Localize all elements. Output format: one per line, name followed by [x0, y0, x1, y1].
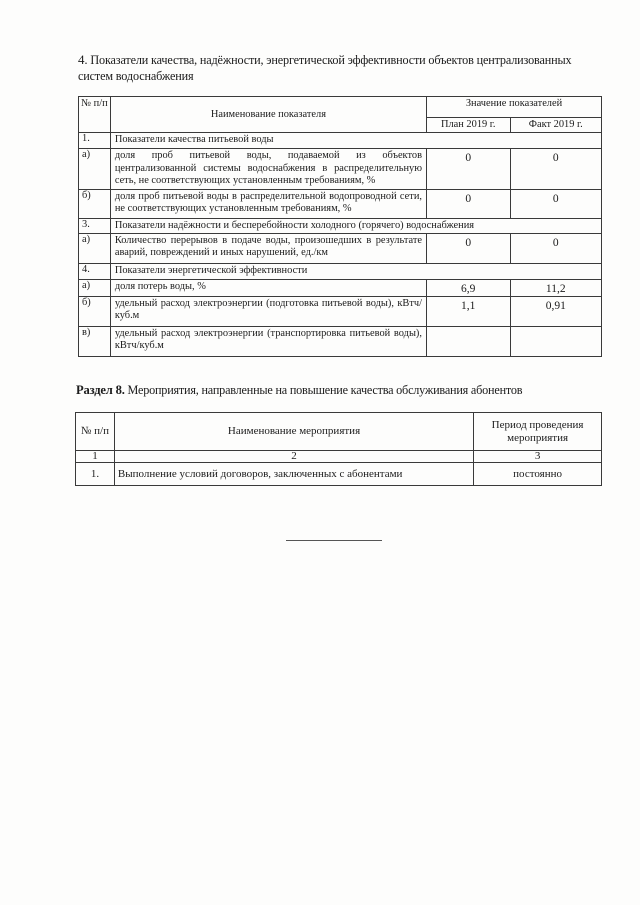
measure-name: Выполнение условий договоров, заключенных с абонентами — [114, 463, 473, 486]
plan-value: 0 — [426, 234, 510, 264]
table-row — [79, 133, 602, 149]
indicators-table — [78, 96, 602, 357]
fact-value: 0,91 — [510, 297, 602, 327]
indicator-name: доля проб питьевой воды, подаваемой из объектов централизованной системы водоснабжения в распределительную сеть, не соответствующих установленным требованиям, % — [110, 149, 426, 189]
closing-rule — [286, 540, 382, 541]
index-cell: 1 — [76, 451, 115, 463]
row-number: б) — [79, 297, 111, 327]
indicator-name: удельный расход электроэнергии (подготовка питьевой воды), кВтч/куб.м — [110, 297, 426, 327]
fact-value: 0 — [510, 189, 602, 218]
header-fact: Факт 2019 г. — [510, 118, 602, 133]
indicator-name: удельный расход электроэнергии (транспортировка питьевой воды), кВтч/куб.м — [110, 327, 426, 357]
group-title: Показатели энергетической эффективности — [110, 264, 601, 280]
header-indicator-name: Наименование показателя — [110, 97, 426, 133]
indicator-name: доля потерь воды, % — [110, 280, 426, 297]
section-8-label: Раздел 8. — [76, 383, 125, 397]
plan-value: 0 — [426, 189, 510, 218]
plan-value: 1,1 — [426, 297, 510, 327]
row-number: 1. — [79, 133, 111, 149]
plan-value — [426, 327, 510, 357]
table-row — [79, 280, 602, 297]
section-4-title — [78, 52, 608, 84]
row-number: а) — [79, 280, 111, 297]
table-row — [79, 234, 602, 264]
index-cell: 3 — [474, 451, 602, 463]
table-row — [79, 218, 602, 233]
table-row — [79, 189, 602, 218]
row-number: в) — [79, 327, 111, 357]
table-row — [79, 327, 602, 357]
fact-value: 11,2 — [510, 280, 602, 297]
header-measure-name: Наименование мероприятия — [114, 413, 473, 451]
row-number: а) — [79, 234, 111, 264]
fact-value — [510, 327, 602, 357]
table-row — [79, 149, 602, 189]
row-number: б) — [79, 189, 111, 218]
table-row — [76, 463, 602, 486]
row-number: 3. — [79, 218, 111, 233]
header-period: Период проведения мероприятия — [474, 413, 602, 451]
group-title: Показатели качества питьевой воды — [110, 133, 601, 149]
header-number: № п/п — [76, 413, 115, 451]
header-values: Значение показателей — [426, 97, 601, 118]
measures-table — [75, 412, 602, 486]
group-title: Показатели надёжности и бесперебойности холодного (горячего) водоснабжения — [110, 218, 601, 233]
fact-value: 0 — [510, 234, 602, 264]
section-4-number: 4. — [78, 52, 88, 67]
header-number: № п/п — [79, 97, 111, 133]
fact-value: 0 — [510, 149, 602, 189]
header-plan: План 2019 г. — [426, 118, 510, 133]
section-4-heading: Показатели качества, надёжности, энергетической эффективности объектов централизованных систем водоснабжения — [78, 53, 572, 83]
section-8-title — [76, 383, 616, 398]
section-8-heading: Мероприятия, направленные на повышение качества обслуживания абонентов — [127, 383, 523, 397]
row-number: 1. — [76, 463, 115, 486]
plan-value: 0 — [426, 149, 510, 189]
measure-period: постоянно — [474, 463, 602, 486]
plan-value: 6,9 — [426, 280, 510, 297]
row-number: а) — [79, 149, 111, 189]
indicator-name: доля проб питьевой воды в распределительной водопроводной сети, не соответствующих установленным требованиям, % — [110, 189, 426, 218]
table-row — [79, 297, 602, 327]
indicator-name: Количество перерывов в подаче воды, произошедших в результате аварий, повреждений и иных нарушений, ед./км — [110, 234, 426, 264]
table-row — [79, 264, 602, 280]
row-number: 4. — [79, 264, 111, 280]
index-cell: 2 — [114, 451, 473, 463]
